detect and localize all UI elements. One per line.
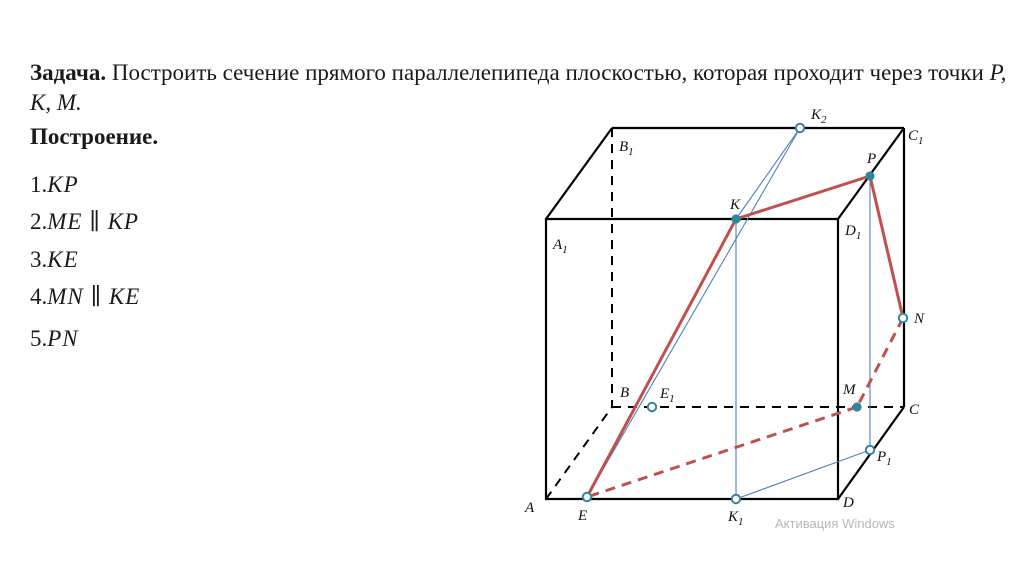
edge-AB [546,407,612,499]
point-E [583,493,591,501]
line-K1-P1 [736,450,870,499]
label-D1: $D_1$ [845,223,862,242]
label-K1: $K_1$ [728,509,744,528]
step-4: 4.MN ∥ KE [30,284,141,309]
point-P1 [866,446,874,454]
front-face [546,219,838,499]
step-3: 3.KE [30,247,79,272]
point-K1 [732,495,740,503]
label-E: E [578,508,588,524]
point-P [866,172,873,179]
point-K2 [796,124,804,132]
label-K2: $K_2$ [811,107,827,126]
label-P1: $P_1$ [877,449,892,468]
step-1: 1.KP [30,172,79,197]
label-B: B [620,385,630,401]
labels [524,107,925,528]
label-K: K [730,197,741,213]
auxiliary-lines [587,128,870,499]
section-PN [870,176,903,318]
section-EK [587,219,736,497]
section-NM [857,318,903,407]
label-A: A [525,500,535,516]
task-points: P, K, M. [30,60,1007,115]
task-text: Построить сечение прямого параллелепипеда плоскостью, которая проходит через точки [111,60,984,85]
step-5: 5.PN [30,326,79,351]
label-C: C [909,402,920,418]
line-K-K2 [736,128,800,219]
task-title: Задача. [30,60,107,85]
point-K [732,215,739,222]
label-P: P [867,151,877,167]
construction-heading: Построение. [30,124,159,149]
label-N: N [914,311,925,327]
step-2: 2.ME ∥ KP [30,209,139,234]
label-E1: $E_1$ [660,386,675,405]
label-D: D [843,495,854,511]
edge-A1B1 [546,128,612,219]
label-A1: $A_1$ [553,237,568,256]
label-B1: $B_1$ [619,139,634,158]
point-M [853,403,860,410]
label-M: M [843,382,856,398]
point-E1 [648,403,656,411]
label-C1: $C_1$ [908,128,924,147]
point-N [899,314,907,322]
section-KP [736,176,870,219]
windows-activation-watermark: Активация Windows [775,516,895,531]
line-E-K2 [587,128,800,497]
